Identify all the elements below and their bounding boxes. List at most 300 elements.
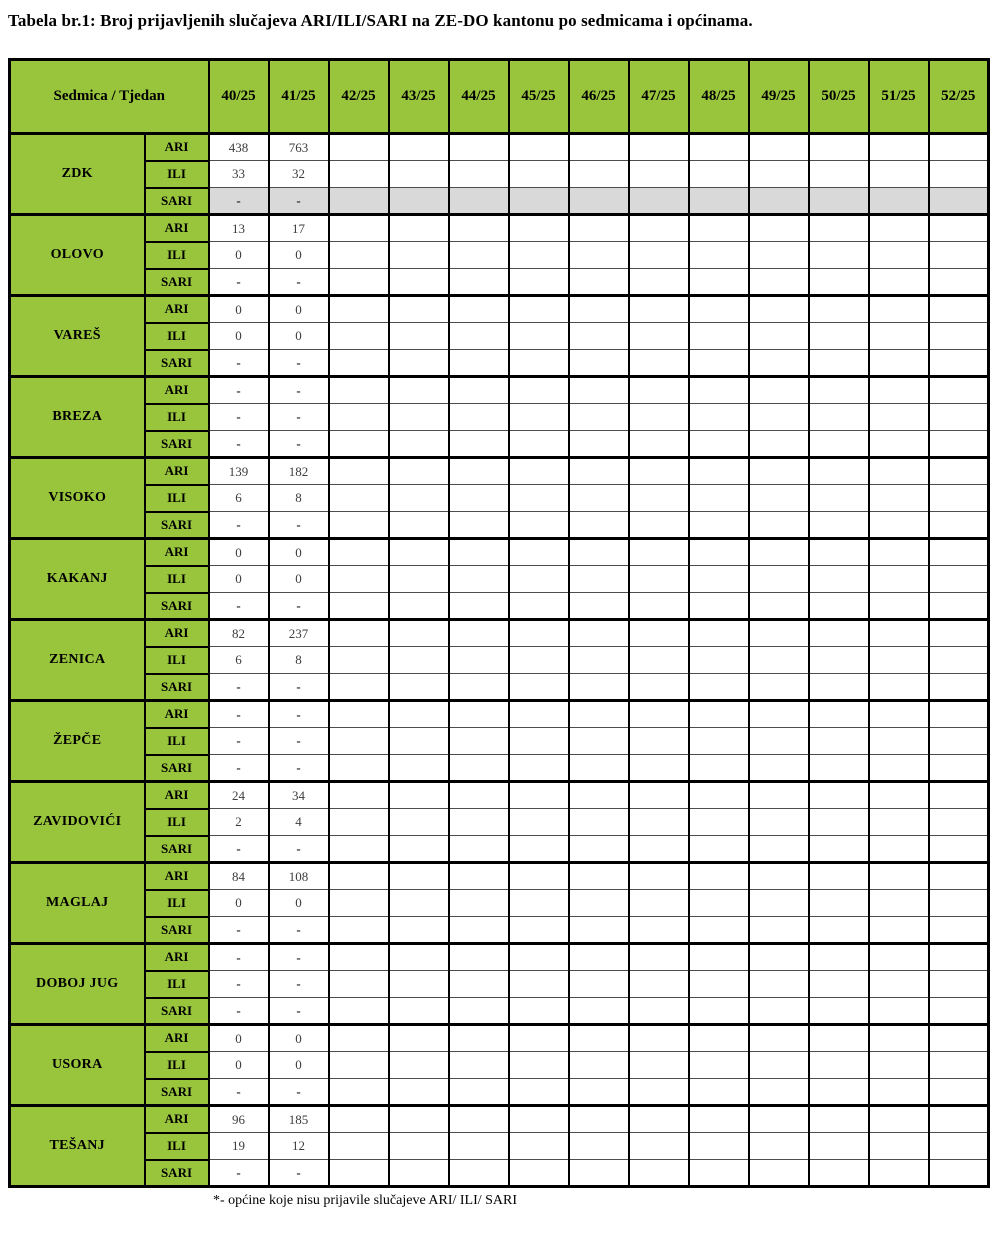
row-type-cell: SARI — [145, 593, 209, 620]
data-cell — [329, 134, 389, 161]
row-type-cell: ILI — [145, 566, 209, 593]
data-cell: - — [209, 728, 269, 755]
data-cell — [869, 188, 929, 215]
municipality-cell: DOBOJ JUG — [10, 944, 145, 1025]
data-cell — [449, 458, 509, 485]
data-cell — [569, 404, 629, 431]
data-cell — [569, 1079, 629, 1106]
table-header — [10, 60, 989, 134]
row-type-cell: SARI — [145, 836, 209, 863]
data-cell — [869, 863, 929, 890]
data-cell — [749, 215, 809, 242]
data-cell — [329, 1133, 389, 1160]
data-cell — [809, 971, 869, 998]
row-type-cell: ARI — [145, 377, 209, 404]
data-cell — [569, 782, 629, 809]
data-cell — [749, 647, 809, 674]
data-cell — [929, 323, 989, 350]
row-type-cell: SARI — [145, 431, 209, 458]
data-cell — [389, 1025, 449, 1052]
data-cell — [929, 566, 989, 593]
data-cell — [929, 134, 989, 161]
data-cell: - — [209, 971, 269, 998]
table-row — [10, 458, 989, 485]
data-cell: - — [209, 1160, 269, 1187]
data-cell — [629, 323, 689, 350]
data-cell — [629, 782, 689, 809]
data-cell — [389, 728, 449, 755]
data-cell: - — [209, 188, 269, 215]
data-cell — [509, 971, 569, 998]
data-cell — [389, 1133, 449, 1160]
data-cell — [749, 377, 809, 404]
data-cell — [749, 1079, 809, 1106]
data-cell — [869, 1160, 929, 1187]
data-cell: 237 — [269, 620, 329, 647]
row-type-cell: ILI — [145, 728, 209, 755]
data-cell — [629, 728, 689, 755]
data-cell — [869, 755, 929, 782]
data-cell — [809, 188, 869, 215]
data-cell — [749, 485, 809, 512]
data-cell — [389, 755, 449, 782]
data-cell — [689, 377, 749, 404]
data-cell: - — [269, 404, 329, 431]
data-cell — [509, 809, 569, 836]
data-cell — [929, 620, 989, 647]
data-cell — [869, 620, 929, 647]
data-cell — [509, 944, 569, 971]
data-cell — [929, 269, 989, 296]
data-cell — [449, 863, 509, 890]
data-cell — [929, 1160, 989, 1187]
data-cell — [449, 1079, 509, 1106]
week-header: 44/25 — [449, 60, 509, 134]
data-cell — [449, 1106, 509, 1133]
data-cell: 82 — [209, 620, 269, 647]
data-cell — [329, 1079, 389, 1106]
data-cell — [569, 674, 629, 701]
data-cell: 0 — [209, 242, 269, 269]
data-cell — [389, 566, 449, 593]
data-cell — [809, 512, 869, 539]
data-cell — [329, 647, 389, 674]
data-cell — [389, 620, 449, 647]
table-row — [10, 1160, 989, 1187]
data-cell: 12 — [269, 1133, 329, 1160]
data-cell — [509, 269, 569, 296]
data-cell — [809, 1106, 869, 1133]
data-cell — [569, 836, 629, 863]
municipality-cell: BREZA — [10, 377, 145, 458]
data-cell — [389, 809, 449, 836]
data-cell: 4 — [269, 809, 329, 836]
table-row — [10, 350, 989, 377]
data-cell — [509, 1079, 569, 1106]
municipality-cell: VISOKO — [10, 458, 145, 539]
data-cell — [449, 269, 509, 296]
data-cell — [689, 458, 749, 485]
data-cell — [569, 809, 629, 836]
table-row — [10, 566, 989, 593]
data-cell — [569, 188, 629, 215]
data-cell: - — [269, 269, 329, 296]
data-cell — [389, 971, 449, 998]
data-cell: 33 — [209, 161, 269, 188]
data-cell: - — [269, 917, 329, 944]
data-cell: 438 — [209, 134, 269, 161]
data-cell — [869, 809, 929, 836]
data-cell — [629, 1052, 689, 1079]
data-cell — [629, 944, 689, 971]
data-cell — [389, 944, 449, 971]
data-cell — [809, 890, 869, 917]
table-row — [10, 890, 989, 917]
data-cell — [689, 1025, 749, 1052]
data-cell — [809, 215, 869, 242]
row-type-cell: SARI — [145, 1160, 209, 1187]
data-cell — [809, 998, 869, 1025]
data-cell — [689, 1052, 749, 1079]
data-cell: 2 — [209, 809, 269, 836]
data-cell — [629, 350, 689, 377]
data-cell — [509, 377, 569, 404]
data-cell — [809, 755, 869, 782]
data-cell — [689, 1106, 749, 1133]
table-title: Tabela br.1: Broj prijavljenih slučajeva ARI/ILI/SARI na ZE-DO kantonu po sedmicama i općinama. — [8, 11, 753, 30]
data-cell: - — [209, 404, 269, 431]
municipality-cell: USORA — [10, 1025, 145, 1106]
data-cell: - — [269, 998, 329, 1025]
data-cell: - — [269, 755, 329, 782]
data-cell — [569, 458, 629, 485]
data-cell — [869, 566, 929, 593]
data-cell — [509, 323, 569, 350]
data-cell — [569, 971, 629, 998]
data-cell — [389, 458, 449, 485]
row-type-cell: ILI — [145, 404, 209, 431]
week-header: 47/25 — [629, 60, 689, 134]
data-cell — [869, 701, 929, 728]
data-cell — [689, 566, 749, 593]
data-cell — [389, 836, 449, 863]
data-cell — [689, 593, 749, 620]
data-cell — [809, 485, 869, 512]
data-cell — [749, 404, 809, 431]
table-row — [10, 1025, 989, 1052]
data-cell — [689, 323, 749, 350]
data-cell — [569, 269, 629, 296]
data-cell — [329, 728, 389, 755]
data-cell — [629, 296, 689, 323]
data-cell — [809, 161, 869, 188]
row-type-cell: ILI — [145, 809, 209, 836]
data-cell — [329, 1106, 389, 1133]
data-cell — [329, 296, 389, 323]
table-row — [10, 242, 989, 269]
data-cell: - — [209, 377, 269, 404]
data-cell — [569, 215, 629, 242]
data-cell — [689, 188, 749, 215]
data-cell — [869, 242, 929, 269]
data-cell — [929, 1133, 989, 1160]
data-cell — [629, 971, 689, 998]
data-cell — [569, 1160, 629, 1187]
data-cell — [329, 215, 389, 242]
data-cell — [689, 809, 749, 836]
data-cell — [869, 728, 929, 755]
data-cell — [929, 431, 989, 458]
row-type-cell: ILI — [145, 647, 209, 674]
data-cell — [749, 242, 809, 269]
data-cell — [509, 755, 569, 782]
data-cell — [569, 512, 629, 539]
data-cell — [869, 782, 929, 809]
data-cell — [569, 1025, 629, 1052]
row-type-cell: ILI — [145, 1052, 209, 1079]
data-cell — [689, 242, 749, 269]
data-cell — [449, 485, 509, 512]
data-cell — [749, 944, 809, 971]
table-row — [10, 539, 989, 566]
data-cell — [449, 1160, 509, 1187]
data-cell — [329, 971, 389, 998]
data-cell: 0 — [269, 296, 329, 323]
row-type-cell: SARI — [145, 755, 209, 782]
table-row — [10, 269, 989, 296]
data-cell — [449, 566, 509, 593]
data-cell — [629, 917, 689, 944]
municipality-cell: OLOVO — [10, 215, 145, 296]
data-cell: - — [209, 593, 269, 620]
data-cell — [449, 1025, 509, 1052]
data-cell — [629, 1160, 689, 1187]
table-row — [10, 1106, 989, 1133]
data-cell: - — [209, 269, 269, 296]
data-cell — [449, 296, 509, 323]
data-cell: 8 — [269, 647, 329, 674]
data-cell — [629, 890, 689, 917]
data-cell — [389, 512, 449, 539]
data-cell — [809, 620, 869, 647]
table-row — [10, 593, 989, 620]
data-cell — [689, 971, 749, 998]
data-cell — [329, 512, 389, 539]
data-cell — [629, 242, 689, 269]
municipality-cell: ŽEPČE — [10, 701, 145, 782]
data-cell — [629, 566, 689, 593]
row-type-cell: ILI — [145, 242, 209, 269]
data-cell — [749, 755, 809, 782]
municipality-cell: TEŠANJ — [10, 1106, 145, 1187]
data-cell: - — [209, 917, 269, 944]
data-cell: - — [209, 512, 269, 539]
data-cell: 6 — [209, 647, 269, 674]
data-cell — [329, 1052, 389, 1079]
data-cell — [929, 647, 989, 674]
table-row — [10, 809, 989, 836]
data-cell: - — [209, 998, 269, 1025]
data-cell — [869, 890, 929, 917]
row-type-cell: SARI — [145, 1079, 209, 1106]
data-cell: 139 — [209, 458, 269, 485]
data-cell — [689, 539, 749, 566]
data-cell: - — [269, 1079, 329, 1106]
data-cell: - — [209, 674, 269, 701]
data-cell — [509, 890, 569, 917]
row-type-cell: ILI — [145, 323, 209, 350]
week-header: 42/25 — [329, 60, 389, 134]
data-cell — [689, 215, 749, 242]
week-header: 51/25 — [869, 60, 929, 134]
data-cell — [449, 1052, 509, 1079]
data-cell — [509, 512, 569, 539]
data-cell — [389, 539, 449, 566]
data-cell — [629, 647, 689, 674]
data-cell — [329, 809, 389, 836]
data-cell — [569, 998, 629, 1025]
data-cell — [749, 350, 809, 377]
data-cell — [749, 620, 809, 647]
data-cell — [809, 728, 869, 755]
table-row — [10, 1052, 989, 1079]
data-cell — [389, 485, 449, 512]
data-cell — [749, 269, 809, 296]
data-cell — [629, 404, 689, 431]
data-cell: - — [269, 944, 329, 971]
data-cell — [629, 539, 689, 566]
row-type-cell: SARI — [145, 188, 209, 215]
data-cell — [569, 377, 629, 404]
data-cell — [569, 728, 629, 755]
data-cell: 8 — [269, 485, 329, 512]
data-cell — [809, 593, 869, 620]
data-cell — [329, 431, 389, 458]
data-cell — [809, 1052, 869, 1079]
data-cell — [629, 1106, 689, 1133]
data-cell — [509, 350, 569, 377]
data-cell — [389, 134, 449, 161]
data-cell — [809, 458, 869, 485]
row-type-cell: ILI — [145, 890, 209, 917]
data-cell: - — [269, 1160, 329, 1187]
data-cell — [869, 485, 929, 512]
data-cell — [929, 512, 989, 539]
data-cell — [749, 188, 809, 215]
data-cell — [869, 323, 929, 350]
data-cell — [749, 809, 809, 836]
data-cell — [569, 917, 629, 944]
data-cell — [869, 1079, 929, 1106]
data-cell — [809, 377, 869, 404]
data-cell — [329, 458, 389, 485]
data-cell — [689, 782, 749, 809]
data-cell — [749, 917, 809, 944]
data-cell — [449, 917, 509, 944]
data-cell — [629, 998, 689, 1025]
data-cell — [329, 917, 389, 944]
data-cell — [389, 998, 449, 1025]
data-cell — [509, 701, 569, 728]
data-cell — [509, 1052, 569, 1079]
data-cell — [869, 1106, 929, 1133]
data-cell — [749, 971, 809, 998]
data-cell: 0 — [209, 323, 269, 350]
data-cell — [569, 593, 629, 620]
data-cell — [509, 728, 569, 755]
data-cell — [809, 1133, 869, 1160]
data-cell: 0 — [269, 1025, 329, 1052]
week-header: 40/25 — [209, 60, 269, 134]
row-type-cell: ARI — [145, 539, 209, 566]
table-row — [10, 1079, 989, 1106]
data-cell — [509, 161, 569, 188]
row-type-cell: SARI — [145, 350, 209, 377]
data-cell: 0 — [269, 890, 329, 917]
data-cell — [449, 539, 509, 566]
data-cell — [329, 863, 389, 890]
data-cell — [389, 323, 449, 350]
data-cell: - — [269, 674, 329, 701]
data-cell — [749, 728, 809, 755]
data-cell — [809, 431, 869, 458]
data-cell — [449, 728, 509, 755]
data-cell — [869, 458, 929, 485]
data-cell — [869, 998, 929, 1025]
data-cell — [509, 620, 569, 647]
data-cell — [389, 890, 449, 917]
data-cell — [689, 1133, 749, 1160]
data-cell — [509, 782, 569, 809]
footnote: *- općine koje nisu prijavile slučajeve ARI/ ILI/ SARI — [213, 1193, 518, 1208]
data-cell — [869, 1133, 929, 1160]
data-cell — [749, 593, 809, 620]
table-row — [10, 701, 989, 728]
data-cell — [389, 863, 449, 890]
table-row — [10, 431, 989, 458]
data-cell — [629, 836, 689, 863]
data-cell — [869, 215, 929, 242]
data-cell — [929, 188, 989, 215]
data-cell — [929, 377, 989, 404]
data-cell — [389, 161, 449, 188]
row-type-cell: ILI — [145, 1133, 209, 1160]
row-type-cell: ARI — [145, 215, 209, 242]
data-cell — [929, 890, 989, 917]
data-cell — [689, 161, 749, 188]
data-cell: 32 — [269, 161, 329, 188]
data-cell — [749, 890, 809, 917]
data-cell — [509, 1160, 569, 1187]
data-cell — [809, 647, 869, 674]
data-cell — [509, 593, 569, 620]
data-cell — [329, 890, 389, 917]
data-cell — [869, 1025, 929, 1052]
data-cell — [389, 674, 449, 701]
data-cell: - — [209, 1079, 269, 1106]
data-cell — [689, 485, 749, 512]
report-table — [8, 58, 990, 1188]
week-header: 41/25 — [269, 60, 329, 134]
table-row — [10, 161, 989, 188]
data-cell — [689, 701, 749, 728]
row-type-cell: ARI — [145, 944, 209, 971]
data-cell — [929, 1025, 989, 1052]
table-row — [10, 944, 989, 971]
data-cell — [809, 539, 869, 566]
data-cell — [689, 296, 749, 323]
data-cell — [929, 215, 989, 242]
